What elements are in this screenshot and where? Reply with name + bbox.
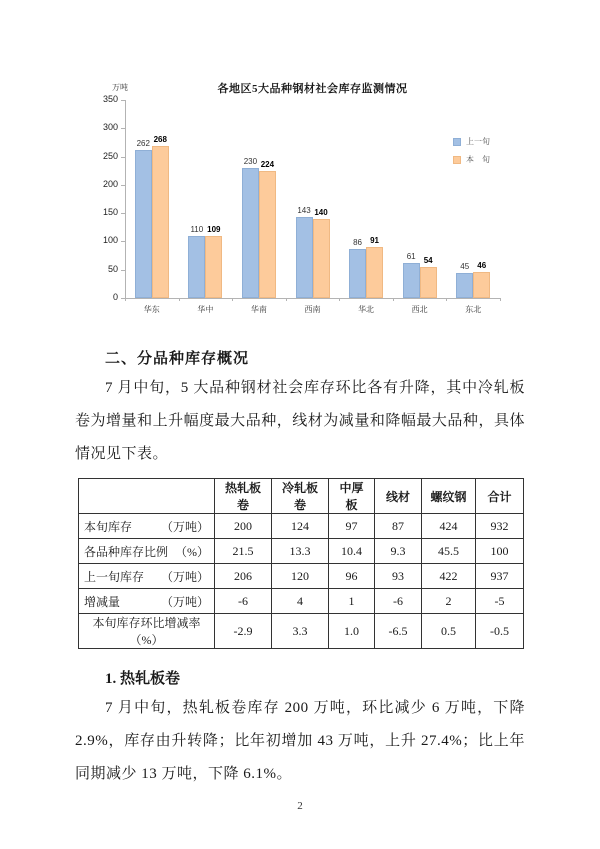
bar-value-label: 61: [406, 252, 416, 262]
inventory-table: [78, 478, 524, 649]
table-cell: 0.5: [422, 614, 476, 649]
row-unit: （万吨）: [160, 519, 209, 534]
bar-value-label: 268: [153, 135, 167, 145]
bar-value-label: 140: [314, 207, 328, 217]
bar-current-period: [313, 219, 330, 298]
bar-value-label: 109: [207, 225, 221, 235]
x-axis-label: 华南: [250, 305, 267, 314]
table-cell: -0.5: [476, 614, 524, 649]
bar-previous-period: [135, 150, 152, 298]
bar-previous-period: [188, 236, 205, 298]
bar-previous-period: [296, 217, 313, 298]
subsection-heading: 1. 热轧板卷: [105, 671, 181, 687]
table-cell: 200: [215, 514, 272, 539]
table-cell: 424: [422, 514, 476, 539]
x-axis-label: 华北: [358, 305, 375, 314]
row-label-cell: [79, 539, 215, 564]
table-row: [79, 614, 524, 649]
bar-current-period: [473, 272, 490, 298]
row-label: 本旬库存: [84, 519, 133, 534]
y-tick-label: 150: [102, 207, 118, 218]
legend-item: [453, 136, 490, 147]
table-cell: 1: [329, 589, 375, 614]
table-header-cell: 中厚板: [329, 479, 375, 514]
legend-swatch: [453, 156, 461, 164]
row-label: 各品种库存比例: [84, 544, 169, 559]
x-axis-label: 西南: [304, 305, 321, 314]
table-row: [79, 514, 524, 539]
table-header-row: [79, 479, 524, 514]
row-label-cell: [79, 564, 215, 589]
bar-current-period: [420, 267, 437, 298]
table-header-cell: 合计: [476, 479, 524, 514]
bar-value-label: 230: [243, 156, 258, 166]
table-cell: 937: [476, 564, 524, 589]
table-cell: 96: [329, 564, 375, 589]
table-header-cell: 冷轧板卷: [272, 479, 329, 514]
y-tick-label: 250: [102, 150, 118, 161]
bar-previous-period: [242, 168, 259, 298]
bar-current-period: [152, 146, 169, 298]
table-cell: 100: [476, 539, 524, 564]
row-label-flex: [84, 518, 209, 535]
bar-previous-period: [456, 273, 473, 298]
table-cell: 13.3: [272, 539, 329, 564]
x-axis-label: 华中: [197, 305, 214, 314]
row-unit: （万吨）: [160, 569, 209, 584]
table-cell: -6: [215, 589, 272, 614]
body-paragraph: 7 月中旬，热轧板卷库存 200 万吨，环比减少 6 万吨，下降 2.9%，库存由升转降；比年初增加 43 万吨，上升 27.4%；比上年同期减少 13 万吨，下降 6.1%。: [75, 700, 525, 782]
row-label-flex: [84, 614, 209, 648]
row-label-cell: [79, 514, 215, 539]
table-cell: 45.5: [422, 539, 476, 564]
bar-previous-period: [349, 249, 366, 298]
table-cell: -5: [476, 589, 524, 614]
table-cell: -6: [375, 589, 422, 614]
bar-current-period: [259, 171, 276, 298]
y-tick-label: 0: [112, 292, 118, 302]
x-tick-mark: [125, 298, 126, 301]
y-tick-mark: [121, 157, 125, 158]
table-header-cell: [79, 479, 215, 514]
page-number: 2: [297, 800, 303, 812]
x-tick-mark: [393, 298, 394, 301]
bar-value-label: 45: [460, 261, 470, 271]
row-label: 本旬库存环比增减率（%）: [92, 616, 201, 647]
row-unit: （万吨）: [160, 594, 209, 609]
row-label-cell: [79, 614, 215, 649]
y-axis-unit-label: 万吨: [112, 83, 128, 92]
table-row: [79, 589, 524, 614]
bar-value-label: 46: [477, 260, 487, 270]
table-cell: 422: [422, 564, 476, 589]
row-unit: （%）: [175, 544, 209, 559]
row-label: 增减量: [84, 594, 121, 609]
table-cell: -6.5: [375, 614, 422, 649]
x-tick-mark: [446, 298, 447, 301]
x-axis-label: 东北: [465, 305, 482, 314]
bar-previous-period: [403, 263, 420, 298]
table-cell: 932: [476, 514, 524, 539]
y-tick-label: 50: [107, 263, 118, 274]
bar-value-label: 262: [136, 138, 150, 148]
y-tick-label: 100: [102, 235, 118, 246]
x-tick-mark: [339, 298, 340, 301]
legend-swatch: [453, 138, 461, 146]
table-cell: 120: [272, 564, 329, 589]
chart-title: 各地区5大品种钢材社会库存监测情况: [217, 83, 408, 95]
y-tick-mark: [121, 185, 125, 186]
y-tick-mark: [121, 241, 125, 242]
table-cell: 1.0: [329, 614, 375, 649]
table-cell: 97: [329, 514, 375, 539]
table-cell: 21.5: [215, 539, 272, 564]
x-axis-label: 西北: [411, 305, 428, 314]
table-cell: 4: [272, 589, 329, 614]
y-tick-label: 350: [102, 94, 118, 104]
x-tick-mark: [500, 298, 501, 301]
bar-value-label: 143: [297, 206, 311, 216]
legend-item: [453, 154, 490, 165]
table-row: [79, 539, 524, 564]
bar-value-label: 86: [353, 238, 363, 248]
x-axis-label: 华东: [143, 305, 160, 314]
x-tick-mark: [286, 298, 287, 301]
y-tick-label: 300: [102, 122, 118, 133]
row-label-flex: [84, 568, 209, 585]
table-cell: 206: [215, 564, 272, 589]
chart-legend: [453, 136, 490, 172]
table-cell: 3.3: [272, 614, 329, 649]
table-cell: 10.4: [329, 539, 375, 564]
row-label-flex: [84, 543, 209, 560]
body-paragraph: 7 月中旬，5 大品种钢材社会库存环比各有升降，其中冷轧板卷为增量和上升幅度最大品种，线材为减量和降幅最大品种，具体情况见下表。: [75, 380, 525, 462]
bar-value-label: 91: [370, 235, 380, 245]
bar-value-label: 54: [423, 256, 433, 266]
table-cell: 124: [272, 514, 329, 539]
y-tick-label: 200: [102, 178, 118, 189]
legend-label: 本 旬: [466, 155, 490, 164]
bar-current-period: [205, 236, 222, 298]
table-cell: 9.3: [375, 539, 422, 564]
row-label-flex: [84, 593, 209, 610]
y-tick-mark: [121, 270, 125, 271]
bar-value-label: 224: [260, 160, 275, 170]
x-tick-mark: [232, 298, 233, 301]
section-heading: 二、分品种库存概况: [105, 351, 250, 367]
table-row: [79, 564, 524, 589]
table-cell: 93: [375, 564, 422, 589]
table-header-cell: 热轧板卷: [215, 479, 272, 514]
row-label-cell: [79, 589, 215, 614]
y-tick-mark: [121, 128, 125, 129]
bar-value-label: 110: [190, 224, 204, 234]
table-cell: -2.9: [215, 614, 272, 649]
row-label: 上一旬库存: [84, 569, 145, 584]
y-tick-mark: [121, 213, 125, 214]
x-tick-mark: [179, 298, 180, 301]
table-header-cell: 线材: [375, 479, 422, 514]
y-tick-mark: [121, 100, 125, 101]
inventory-chart: [0, 0, 600, 335]
table-cell: 2: [422, 589, 476, 614]
table-header-cell: 螺纹钢: [422, 479, 476, 514]
table-cell: 87: [375, 514, 422, 539]
bar-current-period: [366, 247, 383, 298]
legend-label: 上一旬: [466, 137, 490, 146]
